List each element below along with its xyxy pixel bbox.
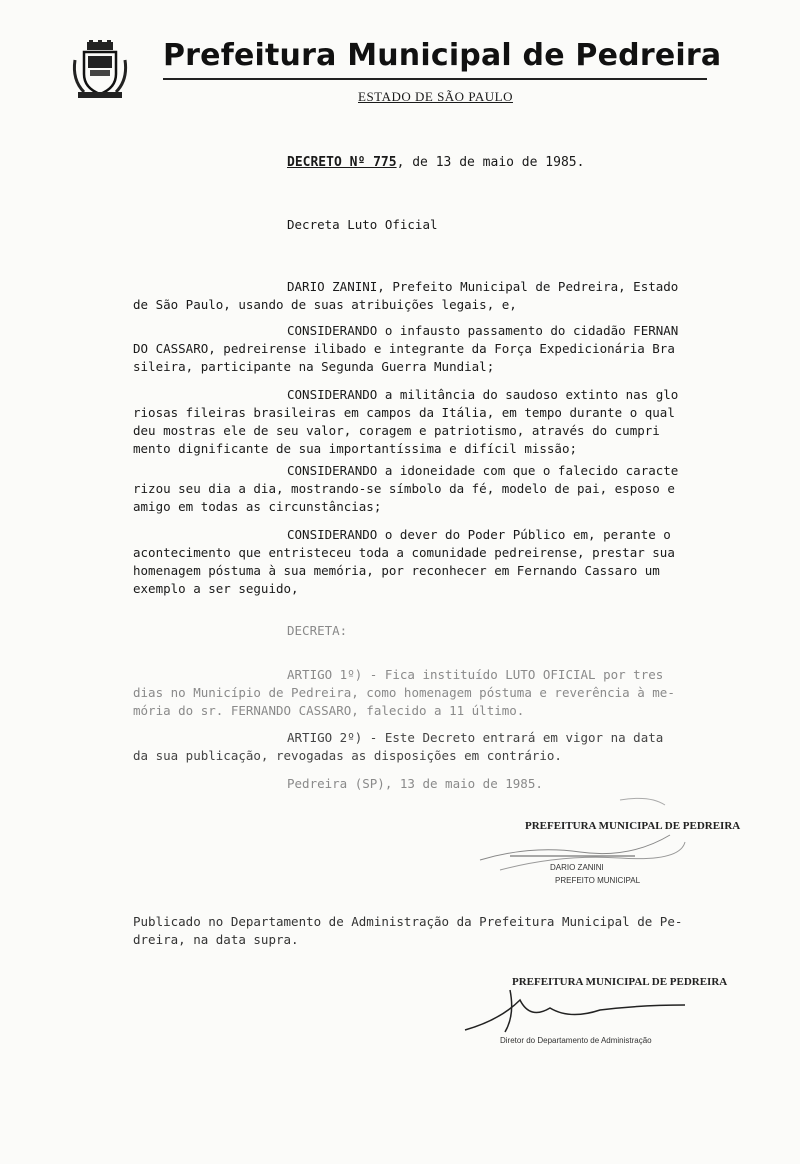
text-line: DARIO ZANINI, Prefeito Municipal de Pedreira, Estado [287,279,679,294]
text-line: Publicado no Departamento de Administração da Prefeitura Municipal de Pe- [133,914,683,929]
text-line: sileira, participante na Segunda Guerra Mundial; [133,359,495,374]
mayor-signature-block [470,790,741,900]
mayor-name: DARIO ZANINI [550,863,604,872]
considerando-paragraph-2 [133,386,698,458]
text-line: CONSIDERANDO o dever do Poder Público em, perante o [287,527,671,542]
text-line: ARTIGO 1º) - Fica instituído LUTO OFICIAL por tres [287,667,664,682]
place-and-date: Pedreira (SP), 13 de maio de 1985. [287,776,543,791]
considerando-paragraph-1 [133,322,698,376]
director-stamp: PREFEITURA MUNICIPAL DE PEDREIRA [512,976,728,988]
text-line: dias no Município de Pedreira, como homenagem póstuma e reverência à me- [133,685,675,700]
text-line: dreira, na data supra. [133,932,299,947]
text-line: homenagem póstuma à sua memória, por reconhecer em Fernando Cassaro um [133,563,660,578]
text-line: CONSIDERANDO o infausto passamento do cidadão FERNAN [287,323,679,338]
mayor-role: PREFEITO MUNICIPAL [555,876,641,885]
decree-heading [287,154,584,172]
text-line: de São Paulo, usando de suas atribuições legais, e, [133,297,517,312]
mayor-stamp: PREFEITURA MUNICIPAL DE PEDREIRA [525,820,741,832]
header-rule [163,78,707,80]
state-subtitle: ESTADO DE SÃO PAULO [358,89,513,104]
page-title: Prefeitura Municipal de Pedreira [163,38,722,73]
text-line: mento dignificante de sua importantíssima e difícil missão; [133,441,578,456]
director-signature-block [460,970,728,1050]
municipal-crest-icon [70,40,130,100]
decree-subject: Decreta Luto Oficial [287,217,438,232]
article-2 [133,729,698,765]
text-line: deu mostras ele de seu valor, coragem e patriotismo, através do cumpri [133,423,660,438]
intro-paragraph [133,278,698,314]
text-line: DO CASSARO, pedreirense ilibado e integrante da Força Expedicionária Bra [133,341,675,356]
text-line: amigo em todas as circunstâncias; [133,499,382,514]
text-line: CONSIDERANDO a militância do saudoso extinto nas glo [287,387,679,402]
text-line: da sua publicação, revogadas as disposições em contrário. [133,748,562,763]
considerando-paragraph-4 [133,526,698,598]
article-1 [133,666,698,720]
publication-note [133,913,698,949]
text-line: CONSIDERANDO a idoneidade com que o falecido caracte [287,463,679,478]
decree-number: DECRETO Nº 775 [287,155,397,170]
text-line: rizou seu dia a dia, mostrando-se símbolo da fé, modelo de pai, esposo e [133,481,675,496]
text-line: mória do sr. FERNANDO CASSARO, falecido a 11 último. [133,703,525,718]
decreta-heading: DECRETA: [287,623,348,638]
decree-date: , de 13 de maio de 1985. [396,155,585,170]
director-role: Diretor do Departamento de Administração [500,1036,652,1045]
text-line: exemplo a ser seguido, [133,581,299,596]
text-line: riosas fileiras brasileiras em campos da Itália, em tempo durante o qual [133,405,675,420]
text-line: ARTIGO 2º) - Este Decreto entrará em vigor na data [287,730,664,745]
text-line: acontecimento que entristeceu toda a comunidade pedreirense, prestar sua [133,545,675,560]
considerando-paragraph-3 [133,462,698,516]
